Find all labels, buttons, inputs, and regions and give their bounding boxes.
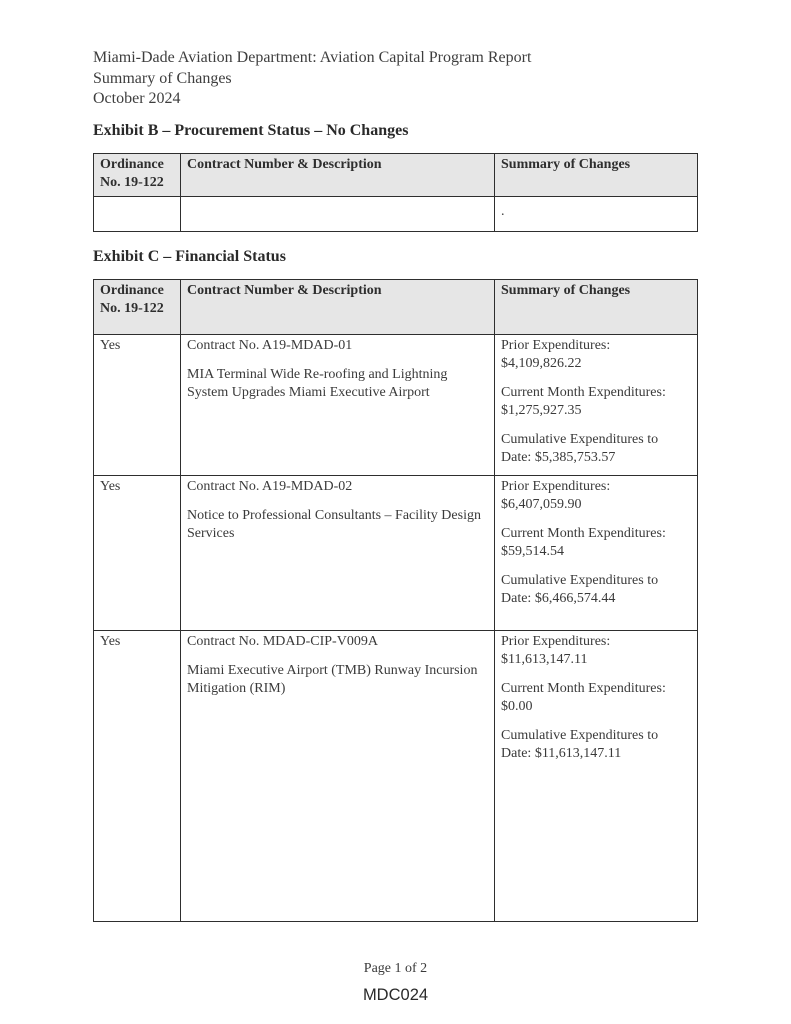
report-subtitle: Summary of Changes (93, 69, 232, 87)
summary-cell (495, 476, 698, 631)
column-header-contract: Contract Number & Description (181, 154, 495, 197)
prior-expenditures: Prior Expenditures: $11,613,147.11 (501, 634, 611, 667)
prior-expenditures: Prior Expenditures: $6,407,059.90 (501, 479, 611, 512)
exhibit-b-table (93, 153, 698, 232)
report-title: Miami-Dade Aviation Department: Aviation Capital Program Report (93, 49, 532, 66)
column-header-contract: Contract Number & Description (181, 280, 495, 335)
ordinance-cell: Yes (94, 476, 181, 631)
contract-number: Contract No. A19-MDAD-02 (187, 479, 353, 494)
ordinance-cell (94, 197, 181, 232)
exhibit-c-table (93, 279, 698, 922)
column-header-ordinance: Ordinance No. 19-122 (94, 154, 181, 197)
contract-description: Miami Executive Airport (TMB) Runway Incursion Mitigation (RIM) (187, 663, 478, 696)
table-header-row (94, 280, 698, 335)
table-header-row (94, 154, 698, 197)
table-row (94, 476, 698, 631)
contract-cell (181, 197, 495, 232)
current-month-expenditures: Current Month Expenditures: $0.00 (501, 681, 666, 714)
summary-cell: . (495, 197, 698, 232)
column-header-summary: Summary of Changes (495, 280, 698, 335)
page-number: Page 1 of 2 (363, 961, 428, 976)
current-month-expenditures: Current Month Expenditures: $59,514.54 (501, 526, 666, 559)
ordinance-cell: Yes (94, 631, 181, 922)
summary-cell (495, 335, 698, 476)
column-header-ordinance: Ordinance No. 19-122 (94, 280, 181, 335)
table-row (94, 197, 698, 232)
table-row (94, 335, 698, 476)
cumulative-expenditures: Cumulative Expenditures to Date: $6,466,574.44 (501, 573, 659, 606)
contract-number: Contract No. A19-MDAD-01 (187, 338, 353, 353)
summary-cell (495, 631, 698, 922)
prior-expenditures: Prior Expenditures: $4,109,826.22 (501, 338, 611, 371)
contract-cell (181, 631, 495, 922)
report-date: October 2024 (93, 90, 181, 107)
column-header-summary: Summary of Changes (495, 154, 698, 197)
exhibit-b-title: Exhibit B – Procurement Status – No Changes (93, 122, 409, 139)
table-row (94, 631, 698, 922)
contract-description: MIA Terminal Wide Re-roofing and Lightning System Upgrades Miami Executive Airport (187, 367, 448, 400)
cumulative-expenditures: Cumulative Expenditures to Date: $11,613,147.11 (501, 728, 659, 761)
exhibit-c-title: Exhibit C – Financial Status (93, 248, 286, 265)
cumulative-expenditures: Cumulative Expenditures to Date: $5,385,753.57 (501, 432, 659, 465)
current-month-expenditures: Current Month Expenditures: $1,275,927.35 (501, 385, 666, 418)
report-header (93, 48, 531, 110)
document-code: MDC024 (362, 986, 429, 1004)
contract-cell (181, 335, 495, 476)
contract-description: Notice to Professional Consultants – Facility Design Services (187, 508, 481, 541)
contract-cell (181, 476, 495, 631)
ordinance-cell: Yes (94, 335, 181, 476)
contract-number: Contract No. MDAD-CIP-V009A (187, 634, 378, 649)
